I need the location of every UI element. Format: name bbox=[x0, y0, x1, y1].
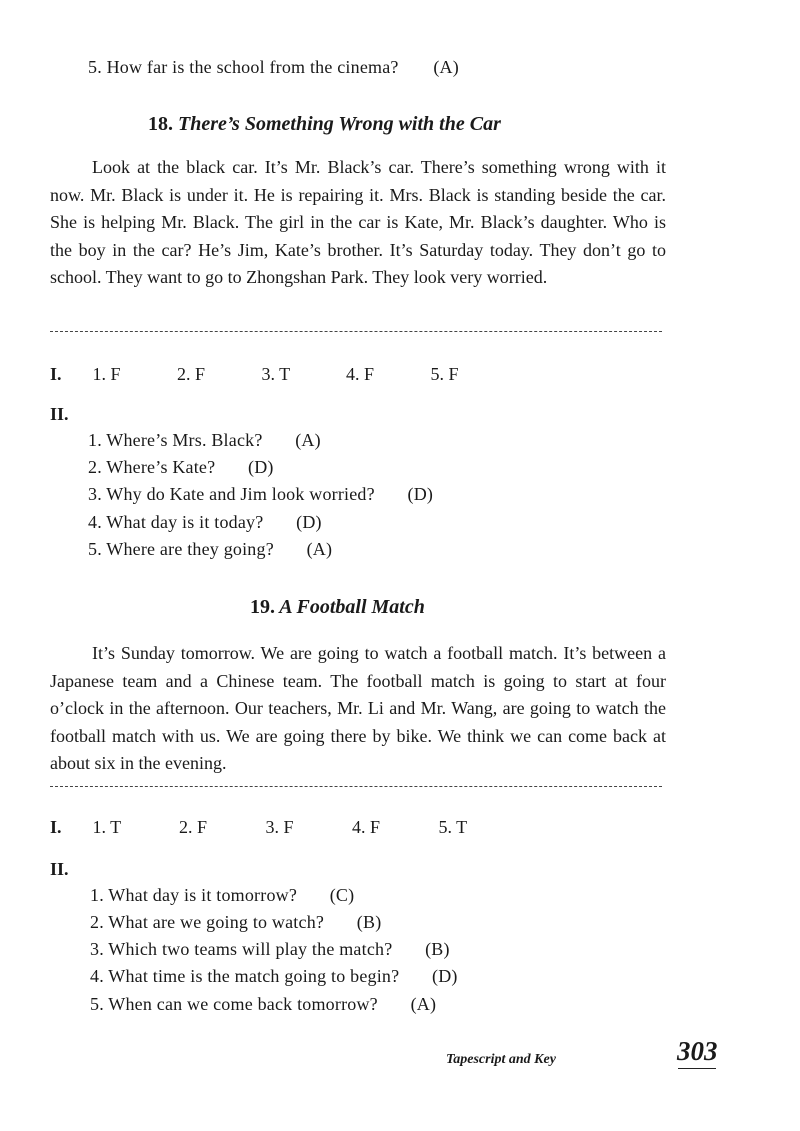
true-false-answers-18 bbox=[50, 364, 491, 385]
question-text: 5. Where are they going? bbox=[88, 539, 274, 559]
question-text: 4. What day is it today? bbox=[88, 512, 264, 532]
answer-letter: (A) bbox=[306, 539, 333, 559]
page-number-underline bbox=[678, 1068, 716, 1069]
question-item bbox=[90, 912, 381, 933]
question-text: 4. What time is the match going to begin? bbox=[90, 966, 400, 986]
section-number: 18. bbox=[148, 113, 173, 135]
answer-letter: (B) bbox=[356, 912, 382, 932]
dashed-divider bbox=[50, 786, 662, 787]
question-item bbox=[88, 57, 459, 78]
answer-item: 1. F bbox=[92, 364, 121, 384]
question-item bbox=[90, 994, 436, 1015]
answer-letter: (D) bbox=[432, 966, 458, 986]
section-title-text: There’s Something Wrong with the Car bbox=[178, 113, 501, 135]
answer-item: 3. F bbox=[265, 817, 294, 837]
question-text: 3. Which two teams will play the match? bbox=[90, 939, 393, 959]
answer-item: 2. F bbox=[179, 817, 208, 837]
answer-letter: (B) bbox=[425, 939, 450, 959]
part-label: I. bbox=[50, 817, 62, 837]
answer-item: 4. F bbox=[352, 817, 381, 837]
answer-letter: (D) bbox=[296, 512, 322, 532]
question-item bbox=[90, 966, 458, 987]
section-title-18 bbox=[148, 113, 501, 136]
part-label: I. bbox=[50, 364, 62, 384]
question-item bbox=[88, 457, 274, 478]
answer-letter: (D) bbox=[248, 457, 274, 477]
question-text: 2. What are we going to watch? bbox=[90, 912, 325, 932]
answer-item: 5. T bbox=[438, 817, 468, 837]
answer-letter: (A) bbox=[433, 57, 459, 77]
section-title-text: A Football Match bbox=[279, 596, 425, 618]
answer-letter: (D) bbox=[407, 484, 434, 504]
question-text: 1. What day is it tomorrow? bbox=[90, 885, 298, 905]
dashed-divider bbox=[50, 331, 662, 332]
answer-item: 5. F bbox=[430, 364, 459, 384]
question-item bbox=[88, 539, 332, 560]
tapescript-paragraph-19: It’s Sunday tomorrow. We are going to watch a football match. It’s between a Japanese team and a Chinese team. The football match is going to start at four o’clock in the afternoon. Our teachers, Mr. Li and Mr. Wang, are going to watch the football match with us. We are going there by bike. We think we can come back at about six in the evening. bbox=[50, 643, 666, 773]
answer-item: 3. T bbox=[261, 364, 291, 384]
answer-letter: (C) bbox=[329, 885, 355, 905]
answer-item: 4. F bbox=[346, 364, 375, 384]
answer-item: 2. F bbox=[177, 364, 206, 384]
true-false-answers-19 bbox=[50, 817, 499, 838]
question-text: 1. Where’s Mrs. Black? bbox=[88, 430, 263, 450]
question-item bbox=[88, 430, 321, 451]
question-item bbox=[88, 484, 433, 505]
question-item bbox=[90, 885, 354, 906]
part-label: II. bbox=[50, 859, 69, 879]
page-number: 303 bbox=[677, 1036, 718, 1066]
section-number: 19. bbox=[250, 596, 275, 618]
question-text: 5. When can we come back tomorrow? bbox=[90, 994, 378, 1014]
part-label: II. bbox=[50, 404, 69, 424]
answer-item: 1. T bbox=[92, 817, 122, 837]
question-text: 3. Why do Kate and Jim look worried? bbox=[88, 484, 375, 504]
running-footer: Tapescript and Key bbox=[446, 1052, 556, 1067]
question-text: 5. How far is the school from the cinema? bbox=[88, 57, 399, 77]
answer-letter: (A) bbox=[295, 430, 321, 450]
tapescript-paragraph-18: Look at the black car. It’s Mr. Black’s car. There’s something wrong with it now. Mr. Black is under it. He is repairing it. Mrs. Black is standing beside the car. She is helping Mr. Black. The girl in the car is Kate, Mr. Black’s daughter. Who is the boy in the car? He’s Jim, Kate’s brother. It’s Saturday today. They don’t go to school. They want to go to Zhongshan Park. They look very worried. bbox=[50, 157, 666, 287]
question-item bbox=[90, 939, 450, 960]
answer-letter: (A) bbox=[410, 994, 437, 1014]
section-title-19 bbox=[250, 596, 425, 619]
question-text: 2. Where’s Kate? bbox=[88, 457, 216, 477]
question-item bbox=[88, 512, 322, 533]
